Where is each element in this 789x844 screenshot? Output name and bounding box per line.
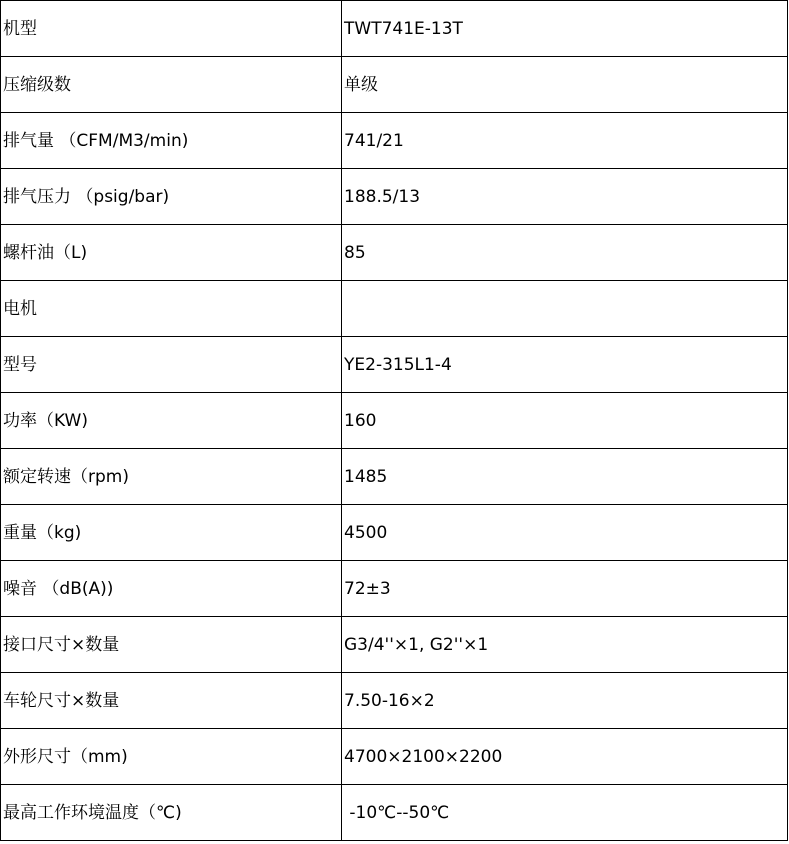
row-label-screw-oil: 螺杆油（L) <box>1 225 342 281</box>
row-value-noise: 72±3 <box>342 561 788 617</box>
row-value-air-delivery: 741/21 <box>342 113 788 169</box>
row-label-air-delivery: 排气量 （CFM/M3/min) <box>1 113 342 169</box>
row-value-power: 160 <box>342 393 788 449</box>
table-row <box>1 785 788 841</box>
table-row <box>1 1 788 57</box>
row-label-power: 功率（KW) <box>1 393 342 449</box>
table-row <box>1 113 788 169</box>
row-value-screw-oil: 85 <box>342 225 788 281</box>
row-value-model: TWT741E-13T <box>342 1 788 57</box>
row-value-wheel-size: 7.50-16×2 <box>342 673 788 729</box>
table-row <box>1 673 788 729</box>
row-label-rated-speed: 额定转速（rpm) <box>1 449 342 505</box>
row-value-rated-speed: 1485 <box>342 449 788 505</box>
row-label-noise: 噪音 （dB(A)) <box>1 561 342 617</box>
table-row <box>1 505 788 561</box>
spec-table-body <box>1 1 788 841</box>
row-value-dimensions: 4700×2100×2200 <box>342 729 788 785</box>
table-row <box>1 57 788 113</box>
row-value-discharge-pressure: 188.5/13 <box>342 169 788 225</box>
row-label-max-ambient-temp: 最高工作环境温度（℃) <box>1 785 342 841</box>
row-value-motor-model: YE2-315L1-4 <box>342 337 788 393</box>
table-row <box>1 225 788 281</box>
row-label-motor: 电机 <box>1 281 342 337</box>
table-row <box>1 393 788 449</box>
row-value-interface-size: G3/4''×1, G2''×1 <box>342 617 788 673</box>
table-row <box>1 449 788 505</box>
row-value-motor <box>342 281 788 337</box>
row-label-model: 机型 <box>1 1 342 57</box>
row-label-dimensions: 外形尺寸（mm) <box>1 729 342 785</box>
row-label-compression-stages: 压缩级数 <box>1 57 342 113</box>
row-label-motor-model: 型号 <box>1 337 342 393</box>
row-label-wheel-size: 车轮尺寸×数量 <box>1 673 342 729</box>
table-row <box>1 617 788 673</box>
row-label-interface-size: 接口尺寸×数量 <box>1 617 342 673</box>
row-label-discharge-pressure: 排气压力 （psig/bar) <box>1 169 342 225</box>
table-row <box>1 561 788 617</box>
row-value-compression-stages: 单级 <box>342 57 788 113</box>
table-row <box>1 169 788 225</box>
table-row <box>1 281 788 337</box>
table-row <box>1 337 788 393</box>
row-label-weight: 重量（kg) <box>1 505 342 561</box>
table-row <box>1 729 788 785</box>
row-value-weight: 4500 <box>342 505 788 561</box>
row-value-max-ambient-temp: -10℃--50℃ <box>342 785 788 841</box>
